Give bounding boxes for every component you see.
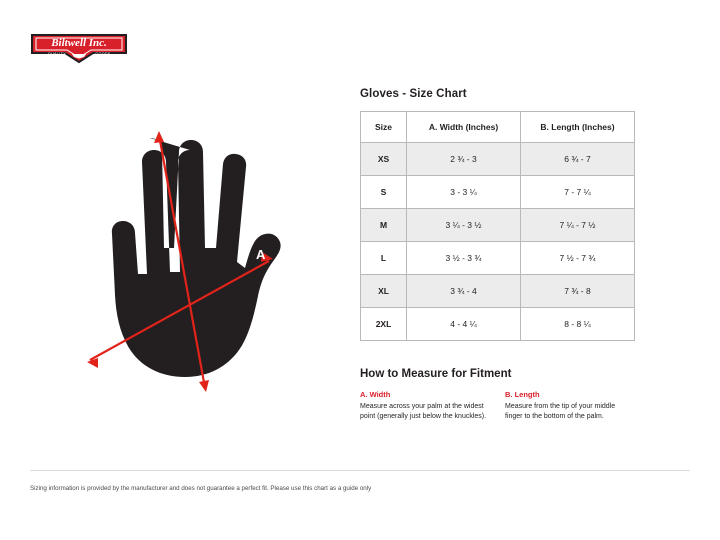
column-header-length: B. Length (Inches) — [521, 112, 635, 143]
measure-width-block — [360, 390, 489, 422]
cell-length: 7 ¼ - 7 ½ — [521, 209, 635, 242]
column-header-width: A. Width (Inches) — [407, 112, 521, 143]
cell-width: 2 ¾ - 3 — [407, 143, 521, 176]
measure-length-block — [505, 390, 634, 422]
biltwell-logo — [29, 29, 129, 67]
hand-diagram — [30, 95, 330, 455]
cell-width: 3 ¾ - 4 — [407, 275, 521, 308]
table-header-row — [361, 112, 635, 143]
table-row — [361, 242, 635, 275]
cell-width: 3 - 3 ¼ — [407, 176, 521, 209]
cell-length: 8 - 8 ¼ — [521, 308, 635, 341]
cell-size: XL — [361, 275, 407, 308]
cell-size: 2XL — [361, 308, 407, 341]
measure-length-body: Measure from the tip of your middle finger to the bottom of the palm. — [505, 403, 616, 421]
cell-length: 7 ¾ - 8 — [521, 275, 635, 308]
svg-text:Biltwell Inc.: Biltwell Inc. — [51, 37, 107, 49]
cell-width: 3 ½ - 3 ¾ — [407, 242, 521, 275]
table-row — [361, 176, 635, 209]
chart-column — [360, 88, 634, 422]
table-row — [361, 143, 635, 176]
footer-disclaimer: Sizing information is provided by the manufacturer and does not guarantee a perfect fit. Please use this chart as a guide only — [30, 485, 372, 492]
cell-size: L — [361, 242, 407, 275]
cell-size: M — [361, 209, 407, 242]
cell-width: 3 ¼ - 3 ½ — [407, 209, 521, 242]
length-label-b: B — [145, 118, 155, 133]
size-chart-table — [360, 111, 635, 341]
cell-length: 7 ½ - 7 ¾ — [521, 242, 635, 275]
cell-size: XS — [361, 143, 407, 176]
svg-text:GOODS: GOODS — [95, 52, 111, 56]
table-row — [361, 308, 635, 341]
cell-size: S — [361, 176, 407, 209]
how-to-measure-columns — [360, 390, 634, 422]
width-label-a: A — [256, 247, 266, 262]
measure-width-heading: A. Width — [360, 390, 391, 399]
chart-title: Gloves - Size Chart — [360, 88, 467, 100]
table-row — [361, 275, 635, 308]
table-row — [361, 209, 635, 242]
column-header-size: Size — [361, 112, 407, 143]
cell-width: 4 - 4 ¼ — [407, 308, 521, 341]
how-to-measure-title: How to Measure for Fitment — [360, 368, 512, 380]
cell-length: 6 ¾ - 7 — [521, 143, 635, 176]
footer-divider — [30, 470, 690, 471]
svg-text:QUALITY: QUALITY — [47, 52, 67, 56]
cell-length: 7 - 7 ¼ — [521, 176, 635, 209]
measure-length-heading: B. Length — [505, 390, 540, 399]
measure-width-body: Measure across your palm at the widest point (generally just below the knuckles). — [360, 403, 487, 421]
